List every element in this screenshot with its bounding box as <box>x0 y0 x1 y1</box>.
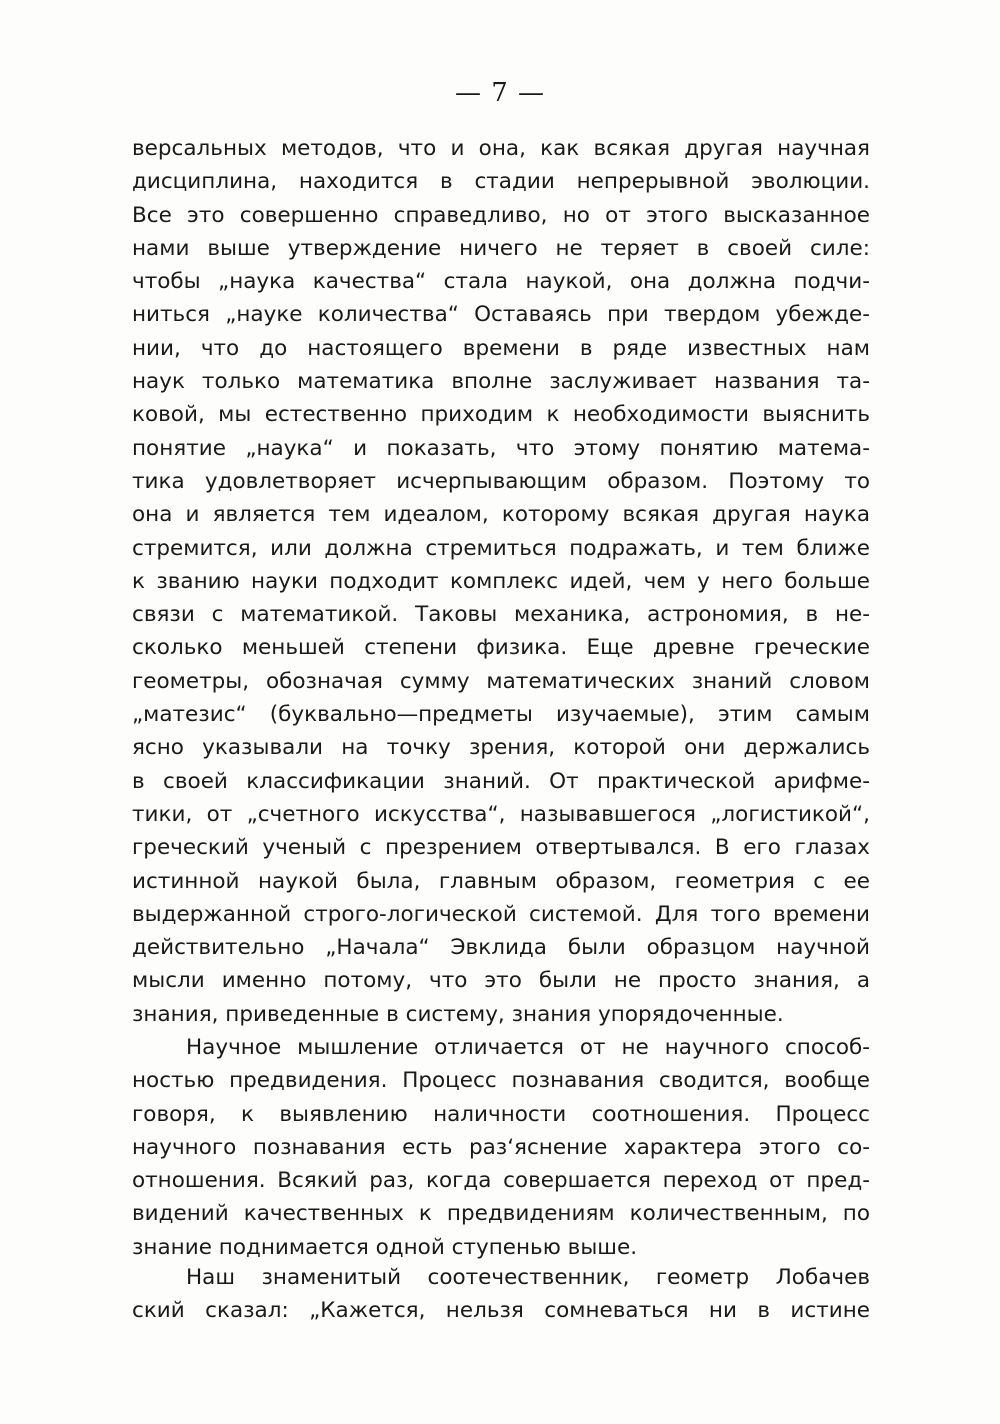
text-line: знание поднимается одной ступенью выше. <box>132 1234 638 1260</box>
text-line: к званию науки подходит комплекс идей, чем у него больше <box>132 568 870 594</box>
text-line: знания, приведенные в систему, знания упорядоченные. <box>132 1001 784 1027</box>
text-line: тики, от „счетного искусства“, называвшегося „логистикой“, <box>132 801 870 827</box>
text-line: в своей классификации знаний. От практической арифме- <box>132 768 870 794</box>
text-line: ниться „науке количества“ Оставаясь при твердом убежде- <box>132 302 870 328</box>
text-line: дисциплина, находится в стадии непрерывной эволюции. <box>132 169 870 195</box>
text-line: мысли именно потому, что это были не просто знания, а <box>132 968 870 994</box>
text-line: нами выше утверждение ничего не теряет в своей силе: <box>132 235 870 261</box>
text-line: ностью предвидения. Процесс познавания сводится, вообще <box>132 1068 870 1094</box>
text-line: геометры, обозначая сумму математических знаний словом <box>132 668 870 694</box>
text-line: связи с математикой. Таковы механика, астрономия, в не- <box>132 602 870 628</box>
text-line: Все это совершенно справедливо, но от этого высказанное <box>132 202 870 228</box>
text-line: видений качественных к предвидениям количественным, по <box>132 1201 870 1227</box>
text-line: нии, что до настоящего времени в ряде известных нам <box>132 335 870 361</box>
text-line: истинной наукой была, главным образом, геометрия с ее <box>132 868 870 894</box>
text-line: говоря, к выявлению наличности соотношения. Процесс <box>132 1101 870 1127</box>
paragraph-1 <box>132 132 870 1031</box>
text-line: она и является тем идеалом, которому всякая другая наука <box>132 502 870 528</box>
text-line: стремится, или должна стремиться подражать, и тем ближе <box>132 535 870 561</box>
text-line: научного познавания есть раз‘яснение характера этого со- <box>132 1134 870 1160</box>
text-line: греческий ученый с презрением отвертывался. В его глазах <box>132 835 870 861</box>
text-line: отношения. Всякий раз, когда совершается переход от пред- <box>132 1168 870 1194</box>
text-line: тика удовлетворяет исчерпывающим образом. Поэтому то <box>132 468 870 494</box>
text-line: выдержанной строго-логической системой. Для того времени <box>132 901 870 927</box>
text-line: чтобы „наука качества“ стала наукой, она должна подчи- <box>132 269 870 295</box>
text-line: наук только математика вполне заслуживает названия та- <box>132 369 870 395</box>
text-line: Научное мышление отличается от не научного способ- <box>186 1035 870 1060</box>
page-number: — 7 — <box>454 78 546 108</box>
text-line: сколько меньшей степени физика. Еще древне греческие <box>132 635 870 661</box>
text-line: понятие „наука“ и показать, что этому понятию матема- <box>132 435 870 461</box>
text-line: ясно указывали на точку зрения, которой они держались <box>132 735 870 761</box>
text-line: версальных методов, что и она, как всякая другая научная <box>132 136 870 161</box>
text-line: Наш знаменитый соотечественник, геометр Лобачев <box>186 1265 870 1290</box>
text-line: действительно „Начала“ Эвклида были образцом научной <box>132 935 870 961</box>
paragraph-3 <box>132 1261 870 1328</box>
text-line: ский сказал: „Кажется, нельзя сомневаться ни в истине <box>132 1298 870 1324</box>
paragraph-2 <box>132 1031 870 1264</box>
text-line: „матезис“ (буквально—предметы изучаемые), этим самым <box>132 702 870 728</box>
text-line: ковой, мы естественно приходим к необходимости выяснить <box>132 402 870 428</box>
